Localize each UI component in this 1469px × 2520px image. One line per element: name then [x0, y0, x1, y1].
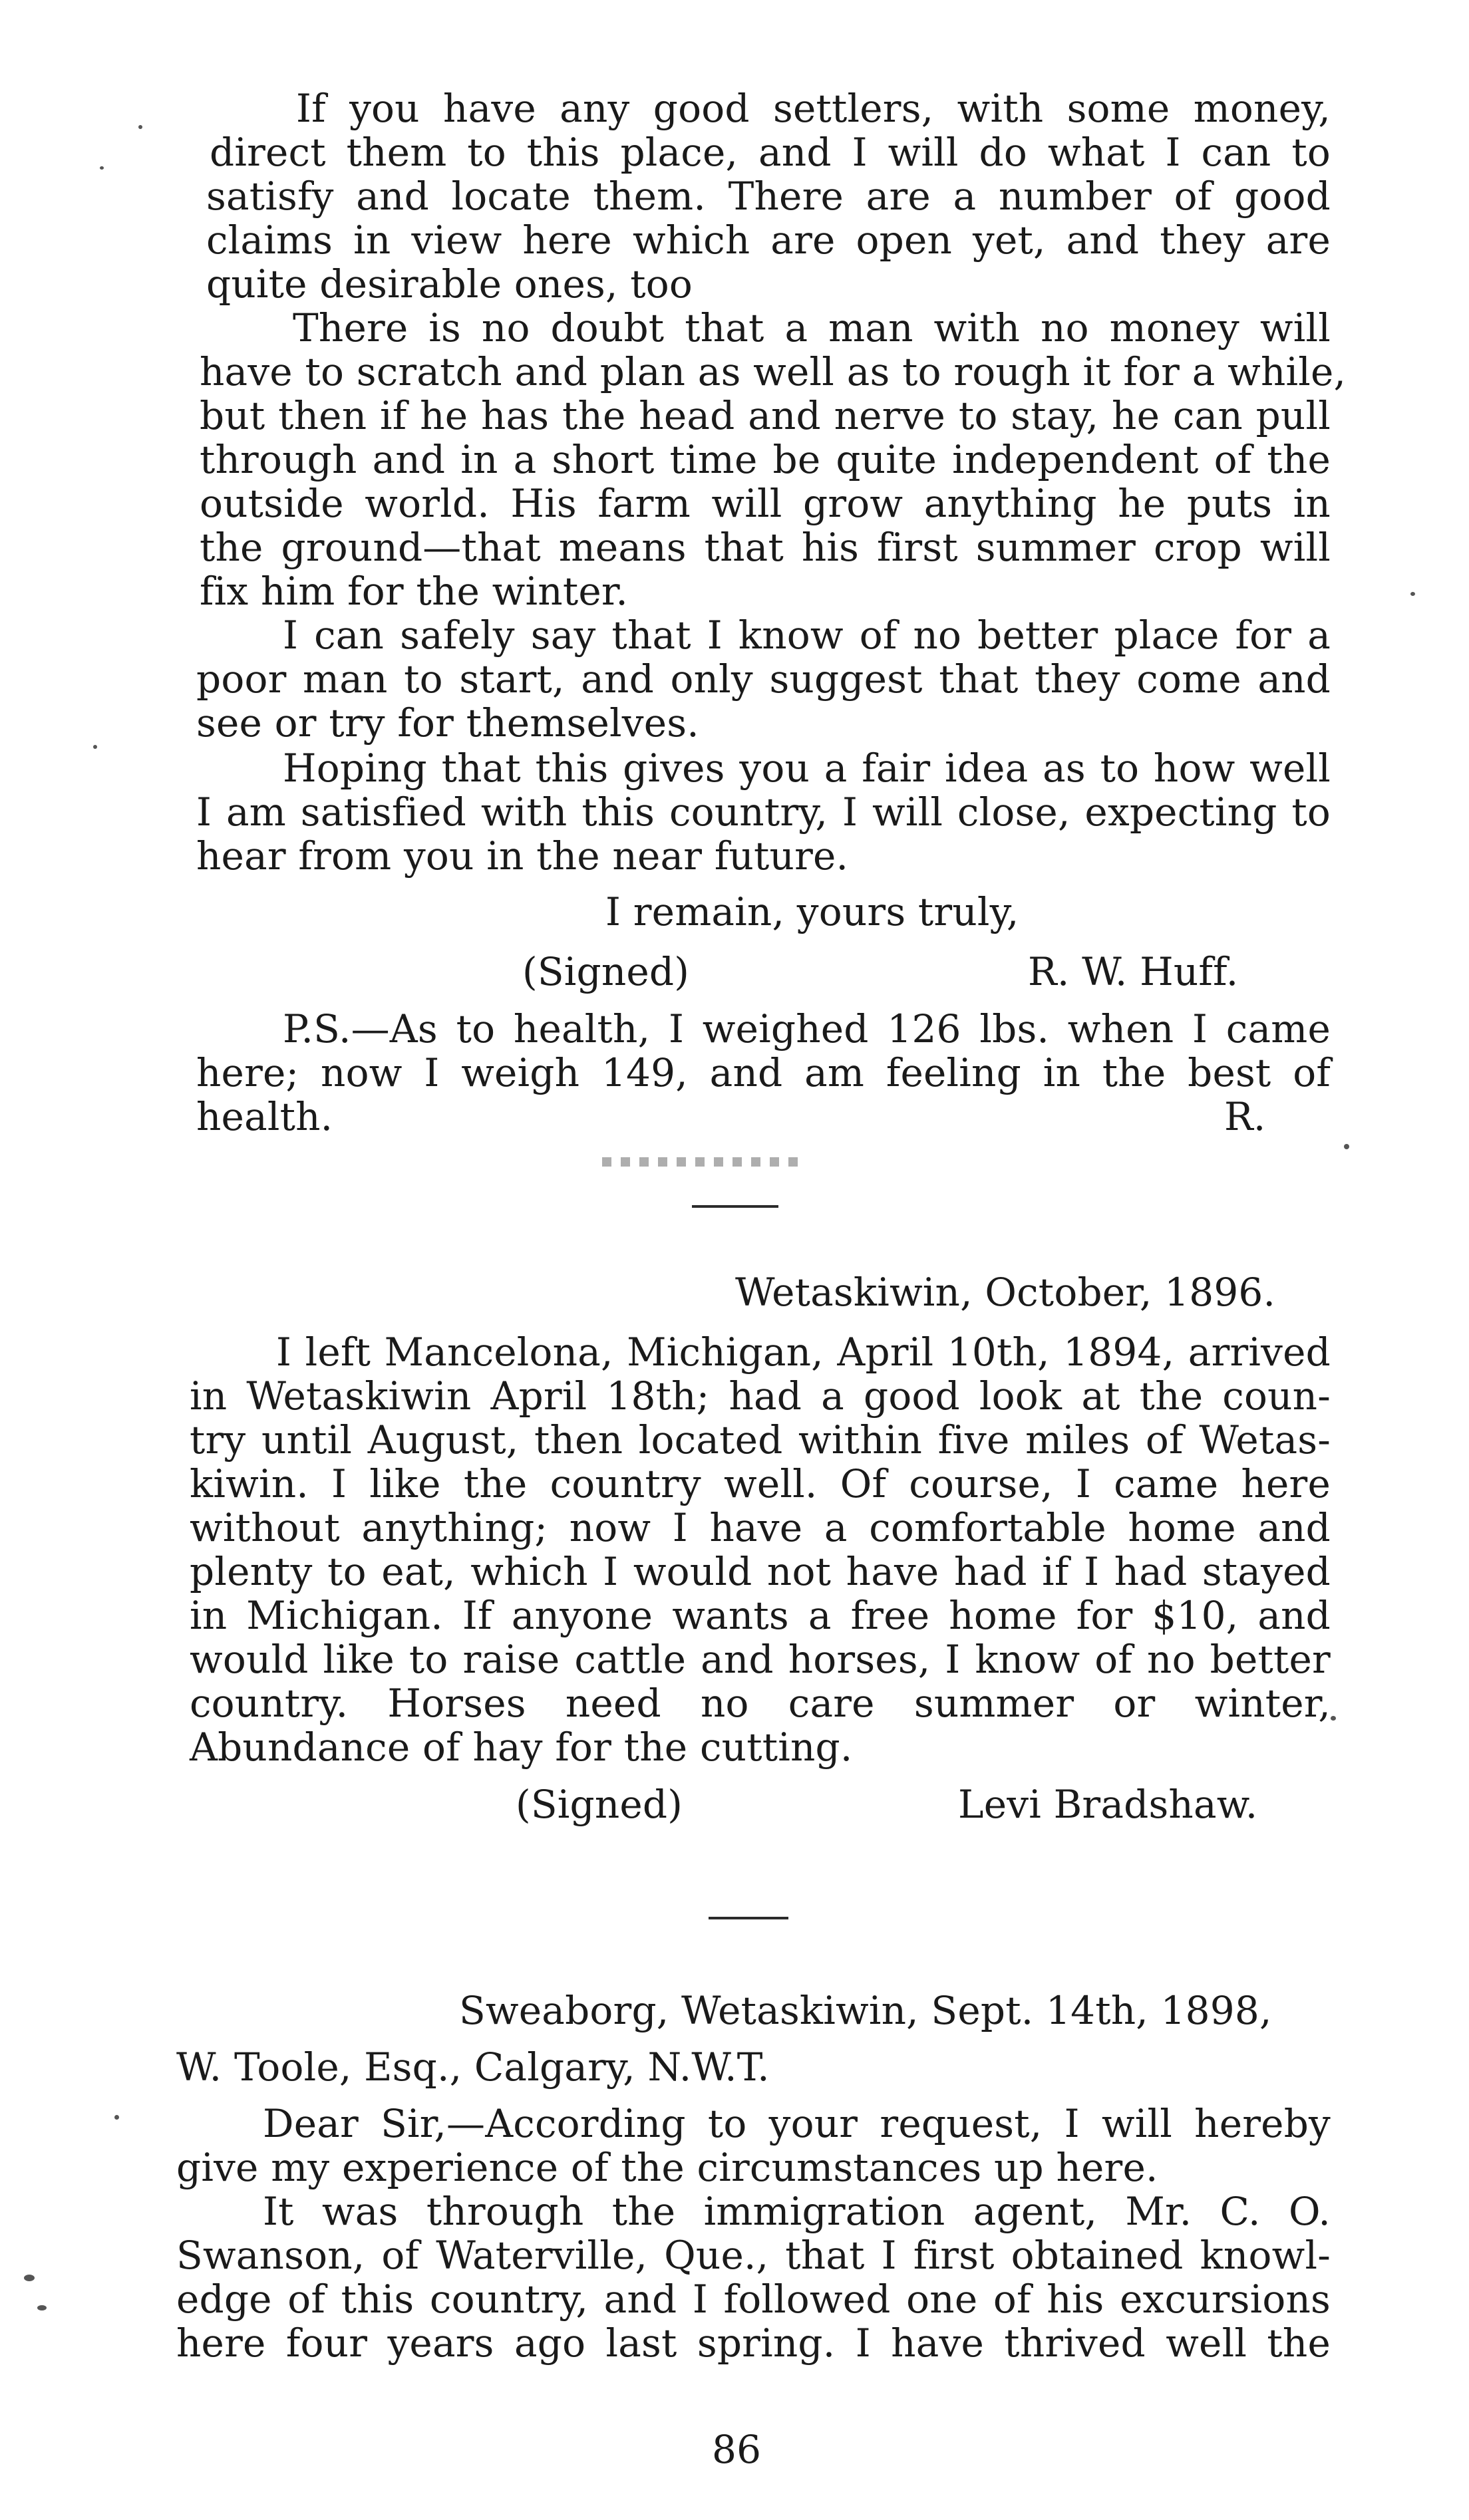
scan-speck — [114, 2115, 119, 2120]
text-line: would like to raise cattle and horses, I know of no better — [190, 1637, 1331, 1682]
text-line: outside world. His farm will grow anything he puts in — [200, 481, 1331, 526]
scan-speck — [1410, 592, 1415, 596]
postscript-initial: R. — [1224, 1094, 1266, 1139]
dateline: Sweaborg, Wetaskiwin, Sept. 14th, 1898, — [459, 1988, 1272, 2033]
section-divider — [692, 1205, 778, 1208]
text-line: in Wetaskiwin April 18th; had a good look at the coun- — [190, 1373, 1331, 1419]
scan-speck — [1344, 1144, 1349, 1149]
text-line: plenty to eat, which I would not have had if I had stayed — [190, 1549, 1331, 1594]
section-divider — [709, 1917, 788, 1919]
signed-label: (Signed) — [522, 949, 690, 994]
text-line: There is no doubt that a man with no money will — [293, 305, 1331, 350]
text-line: have to scratch and plan as well as to rough it for a while, — [200, 349, 1347, 394]
scan-speck — [24, 2275, 35, 2281]
scan-speck — [93, 745, 97, 749]
text-line: It was through the immigration agent, Mr. C. O. — [263, 2189, 1331, 2234]
text-line: satisfy and locate them. There are a number of good — [206, 174, 1331, 219]
text-line: through and in a short time be quite independent of the — [200, 437, 1331, 482]
text-line: Swanson, of Waterville, Que., that I first obtained knowl- — [176, 2233, 1331, 2278]
text-line: see or try for themselves. — [196, 700, 699, 746]
signature: Levi Bradshaw. — [958, 1782, 1258, 1827]
text-line: edge of this country, and I followed one of his excursions — [176, 2277, 1331, 2322]
text-line: Hoping that this gives you a fair idea as to how well — [283, 746, 1331, 791]
text-line: quite desirable ones, too — [206, 261, 693, 307]
text-line: I am satisfied with this country, I will close, expecting to — [196, 789, 1331, 835]
scan-speck — [37, 2305, 47, 2310]
text-line: kiwin. I like the country well. Of course, I came here — [190, 1461, 1331, 1506]
text-line: without anything; now I have a comfortable home and — [190, 1505, 1331, 1550]
scan-speck — [100, 166, 104, 170]
signed-label: (Signed) — [516, 1782, 683, 1827]
text-line: If you have any good settlers, with some money, — [296, 86, 1331, 131]
dateline: Wetaskiwin, October, 1896. — [735, 1270, 1276, 1315]
text-line: fix him for the winter. — [200, 569, 629, 614]
text-line: P.S.—As to health, I weighed 126 lbs. when I came — [283, 1006, 1331, 1051]
page-number: 86 — [712, 2427, 762, 2472]
scan-speck — [1331, 1716, 1336, 1721]
text-line: poor man to start, and only suggest that they come and — [196, 656, 1331, 702]
text-line: Dear Sir,—According to your request, I will hereby — [263, 2101, 1331, 2146]
closing-line: I remain, yours truly, — [605, 889, 1019, 934]
text-line: here four years ago last spring. I have thrived well the — [176, 2320, 1331, 2366]
text-line: I can safely say that I know of no better place for a — [283, 613, 1331, 658]
text-line: in Michigan. If anyone wants a free home for $10, and — [190, 1593, 1331, 1638]
text-line: give my experience of the circumstances up here. — [176, 2145, 1158, 2190]
text-line: hear from you in the near future. — [196, 833, 849, 879]
ornament-smudge — [602, 1157, 802, 1167]
addressee: W. Toole, Esq., Calgary, N.W.T. — [176, 2044, 770, 2090]
text-line: try until August, then located within five miles of Wetas- — [190, 1417, 1331, 1463]
text-line: country. Horses need no care summer or winter, — [190, 1681, 1331, 1726]
text-line: I left Mancelona, Michigan, April 10th, 1894, arrived — [276, 1330, 1331, 1375]
scan-speck — [138, 125, 142, 129]
text-line: Abundance of hay for the cutting. — [190, 1725, 853, 1770]
text-line: direct them to this place, and I will do what I can to — [210, 130, 1331, 175]
text-line: but then if he has the head and nerve to stay, he can pull — [200, 393, 1331, 438]
text-line: here; now I weigh 149, and am feeling in the best of — [196, 1050, 1331, 1095]
text-line: health. — [196, 1094, 333, 1139]
text-line: the ground—that means that his first summer crop will — [200, 525, 1331, 570]
text-line: claims in view here which are open yet, and they are — [206, 217, 1331, 263]
signature: R. W. Huff. — [1028, 949, 1239, 994]
